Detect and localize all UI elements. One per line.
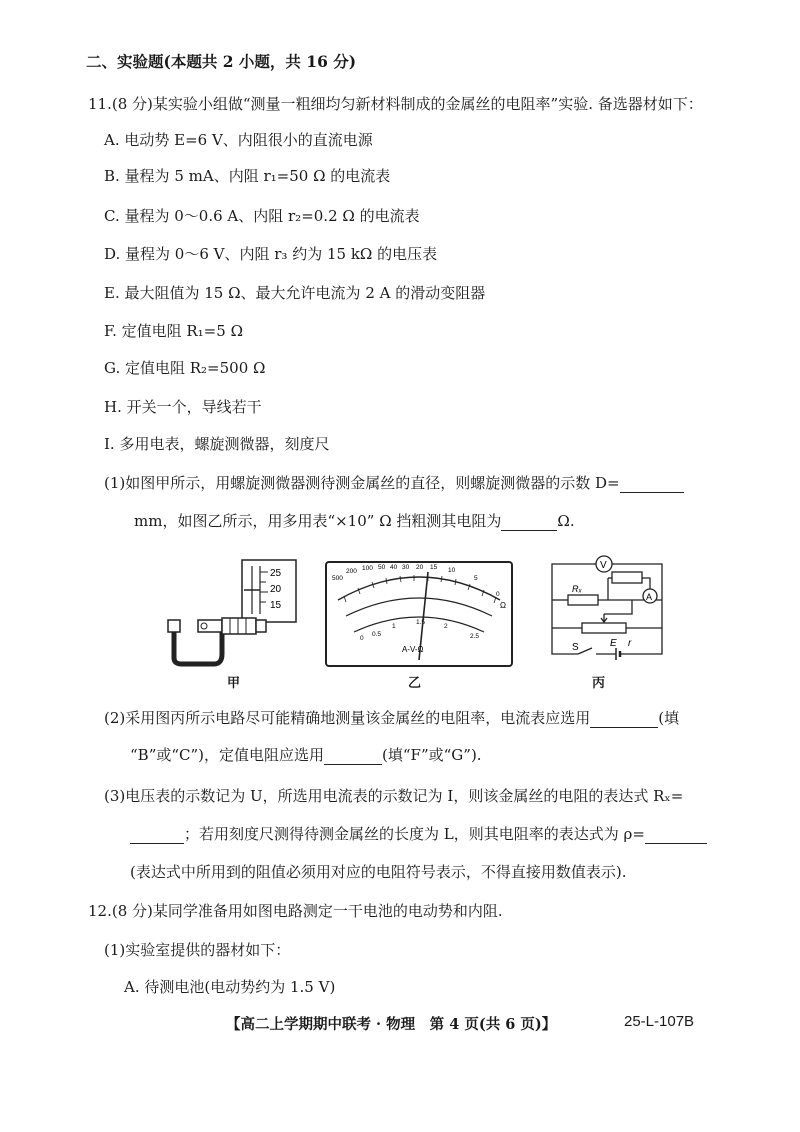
- micrometer-drawing: [160, 558, 300, 668]
- circuit-r-label: r: [628, 638, 632, 649]
- answer-blank-diameter[interactable]: [620, 476, 684, 493]
- q11-part2-line2: [130, 745, 482, 765]
- q11-option-b: B. 量程为 5 mA、内阻 r₁=50 Ω 的电流表: [104, 167, 391, 185]
- meter-tick-500: 500: [332, 575, 343, 582]
- meter-lower-0: 0: [360, 635, 364, 642]
- micrometer-scale-15: 15: [270, 600, 282, 611]
- meter-lower-0-5: 0.5: [372, 631, 382, 638]
- meter-center-label: A-V-Ω: [402, 645, 424, 654]
- meter-tick-200: 200: [346, 568, 357, 575]
- circuit-drawing: [538, 552, 668, 666]
- page-footer: 【高二上学期期中联考 · 物理 第 4 页(共 6 页)】: [226, 1016, 557, 1033]
- q11-part1-text2: mm，如图乙所示，用多用表“×10” Ω 挡粗测其电阻为: [134, 512, 502, 530]
- meter-tick-40: 40: [390, 564, 398, 571]
- answer-blank-resistance[interactable]: [501, 514, 557, 531]
- meter-lower-2-5: 2.5: [470, 633, 480, 640]
- figure-circuit: [538, 552, 668, 666]
- answer-blank-rx[interactable]: [130, 827, 184, 844]
- answer-blank-resistor[interactable]: [324, 748, 382, 765]
- q11-option-c: C. 量程为 0～0.6 A、内阻 r₂=0.2 Ω 的电流表: [104, 207, 420, 225]
- answer-blank-ammeter[interactable]: [590, 711, 658, 728]
- q12-part1: (1)实验室提供的器材如下：: [104, 941, 291, 959]
- micrometer-scale-25: 25: [270, 568, 282, 579]
- meter-tick-100: 100: [362, 565, 373, 572]
- answer-blank-rho[interactable]: [645, 827, 707, 844]
- q12-stem: 12.(8 分)某同学准备用如图电路测定一干电池的电动势和内阻.: [88, 902, 503, 920]
- q12-option-a: A. 待测电池(电动势约为 1.5 V): [124, 978, 336, 996]
- circuit-switch-label: S: [572, 642, 579, 653]
- q11-part3-line1: (3)电压表的示数记为 U，所选用电流表的示数记为 I，则该金属丝的电阻的表达式 Rₓ=: [104, 787, 684, 805]
- q11-option-a: A. 电动势 E=6 V、内阻很小的直流电源: [104, 131, 373, 149]
- q11-part1-unit: Ω.: [557, 512, 575, 530]
- q11-option-g: G. 定值电阻 R₂=500 Ω: [104, 359, 266, 377]
- figure-label-bing: 丙: [592, 676, 606, 691]
- meter-lower-1: 1: [392, 623, 396, 630]
- q11-part2-text: (2)采用图丙所示电路尽可能精确地测量该金属丝的电阻率，电流表应选用: [104, 709, 591, 727]
- meter-tick-50: 50: [378, 564, 386, 571]
- meter-omega-label: Ω: [500, 601, 506, 610]
- circuit-rx-label: Rₓ: [572, 584, 582, 594]
- q11-part2-fill: (填: [658, 709, 680, 727]
- meter-tick-20: 20: [416, 564, 424, 571]
- meter-lower-1-5: 1.5: [416, 619, 426, 626]
- q11-option-f: F. 定值电阻 R₁=5 Ω: [104, 322, 243, 340]
- q11-option-e: E. 最大阻值为 15 Ω、最大允许电流为 2 A 的滑动变阻器: [104, 284, 486, 302]
- meter-tick-15: 15: [430, 564, 438, 571]
- q11-part2-text2: “B”或“C”)，定值电阻应选用: [130, 746, 325, 764]
- q11-part3-line2: [130, 824, 707, 844]
- meter-tick-10: 10: [448, 567, 456, 574]
- circuit-emf-label: E: [610, 638, 617, 649]
- section-title: 二、实验题(本题共 2 小题，共 16 分): [86, 52, 357, 71]
- q11-part3-note: (表达式中所用到的阻值必须用对应的电阻符号表示，不得直接用数值表示).: [130, 863, 627, 881]
- circuit-ammeter-label: A: [646, 592, 653, 602]
- micrometer-scale-20: 20: [270, 584, 282, 595]
- meter-tick-0: 0: [496, 591, 500, 598]
- q11-part1-text: (1)如图甲所示，用螺旋测微器测待测金属丝的直径，则螺旋测微器的示数 D=: [104, 474, 620, 492]
- q11-part1-line1: [104, 473, 684, 493]
- q11-option-d: D. 量程为 0～6 V、内阻 r₃ 约为 15 kΩ 的电压表: [104, 245, 438, 263]
- figure-micrometer: [160, 558, 300, 668]
- multimeter-drawing: [324, 560, 514, 668]
- meter-tick-30: 30: [402, 564, 410, 571]
- figure-multimeter: [324, 560, 514, 668]
- q11-part2-line1: [104, 708, 679, 728]
- q11-part2-fill2: (填“F”或“G”).: [382, 746, 482, 764]
- meter-tick-5: 5: [474, 575, 478, 582]
- q11-option-i: I. 多用电表，螺旋测微器，刻度尺: [104, 435, 330, 453]
- figure-label-yi: 乙: [408, 676, 422, 691]
- paper-code: 25-L-107B: [624, 1013, 695, 1030]
- q11-stem: 11.(8 分)某实验小组做“测量一粗细均匀新材料制成的金属丝的电阻率”实验. 备选器材如下：: [88, 95, 703, 113]
- circuit-voltmeter-label: V: [600, 560, 607, 571]
- figure-label-jia: 甲: [227, 676, 241, 691]
- q11-option-h: H. 开关一个，导线若干: [104, 398, 262, 416]
- q11-part3-text: ；若用刻度尺测得待测金属丝的长度为 L，则其电阻率的表达式为 ρ=: [184, 825, 645, 843]
- q11-part1-line2: [134, 511, 575, 531]
- meter-lower-2: 2: [444, 623, 448, 630]
